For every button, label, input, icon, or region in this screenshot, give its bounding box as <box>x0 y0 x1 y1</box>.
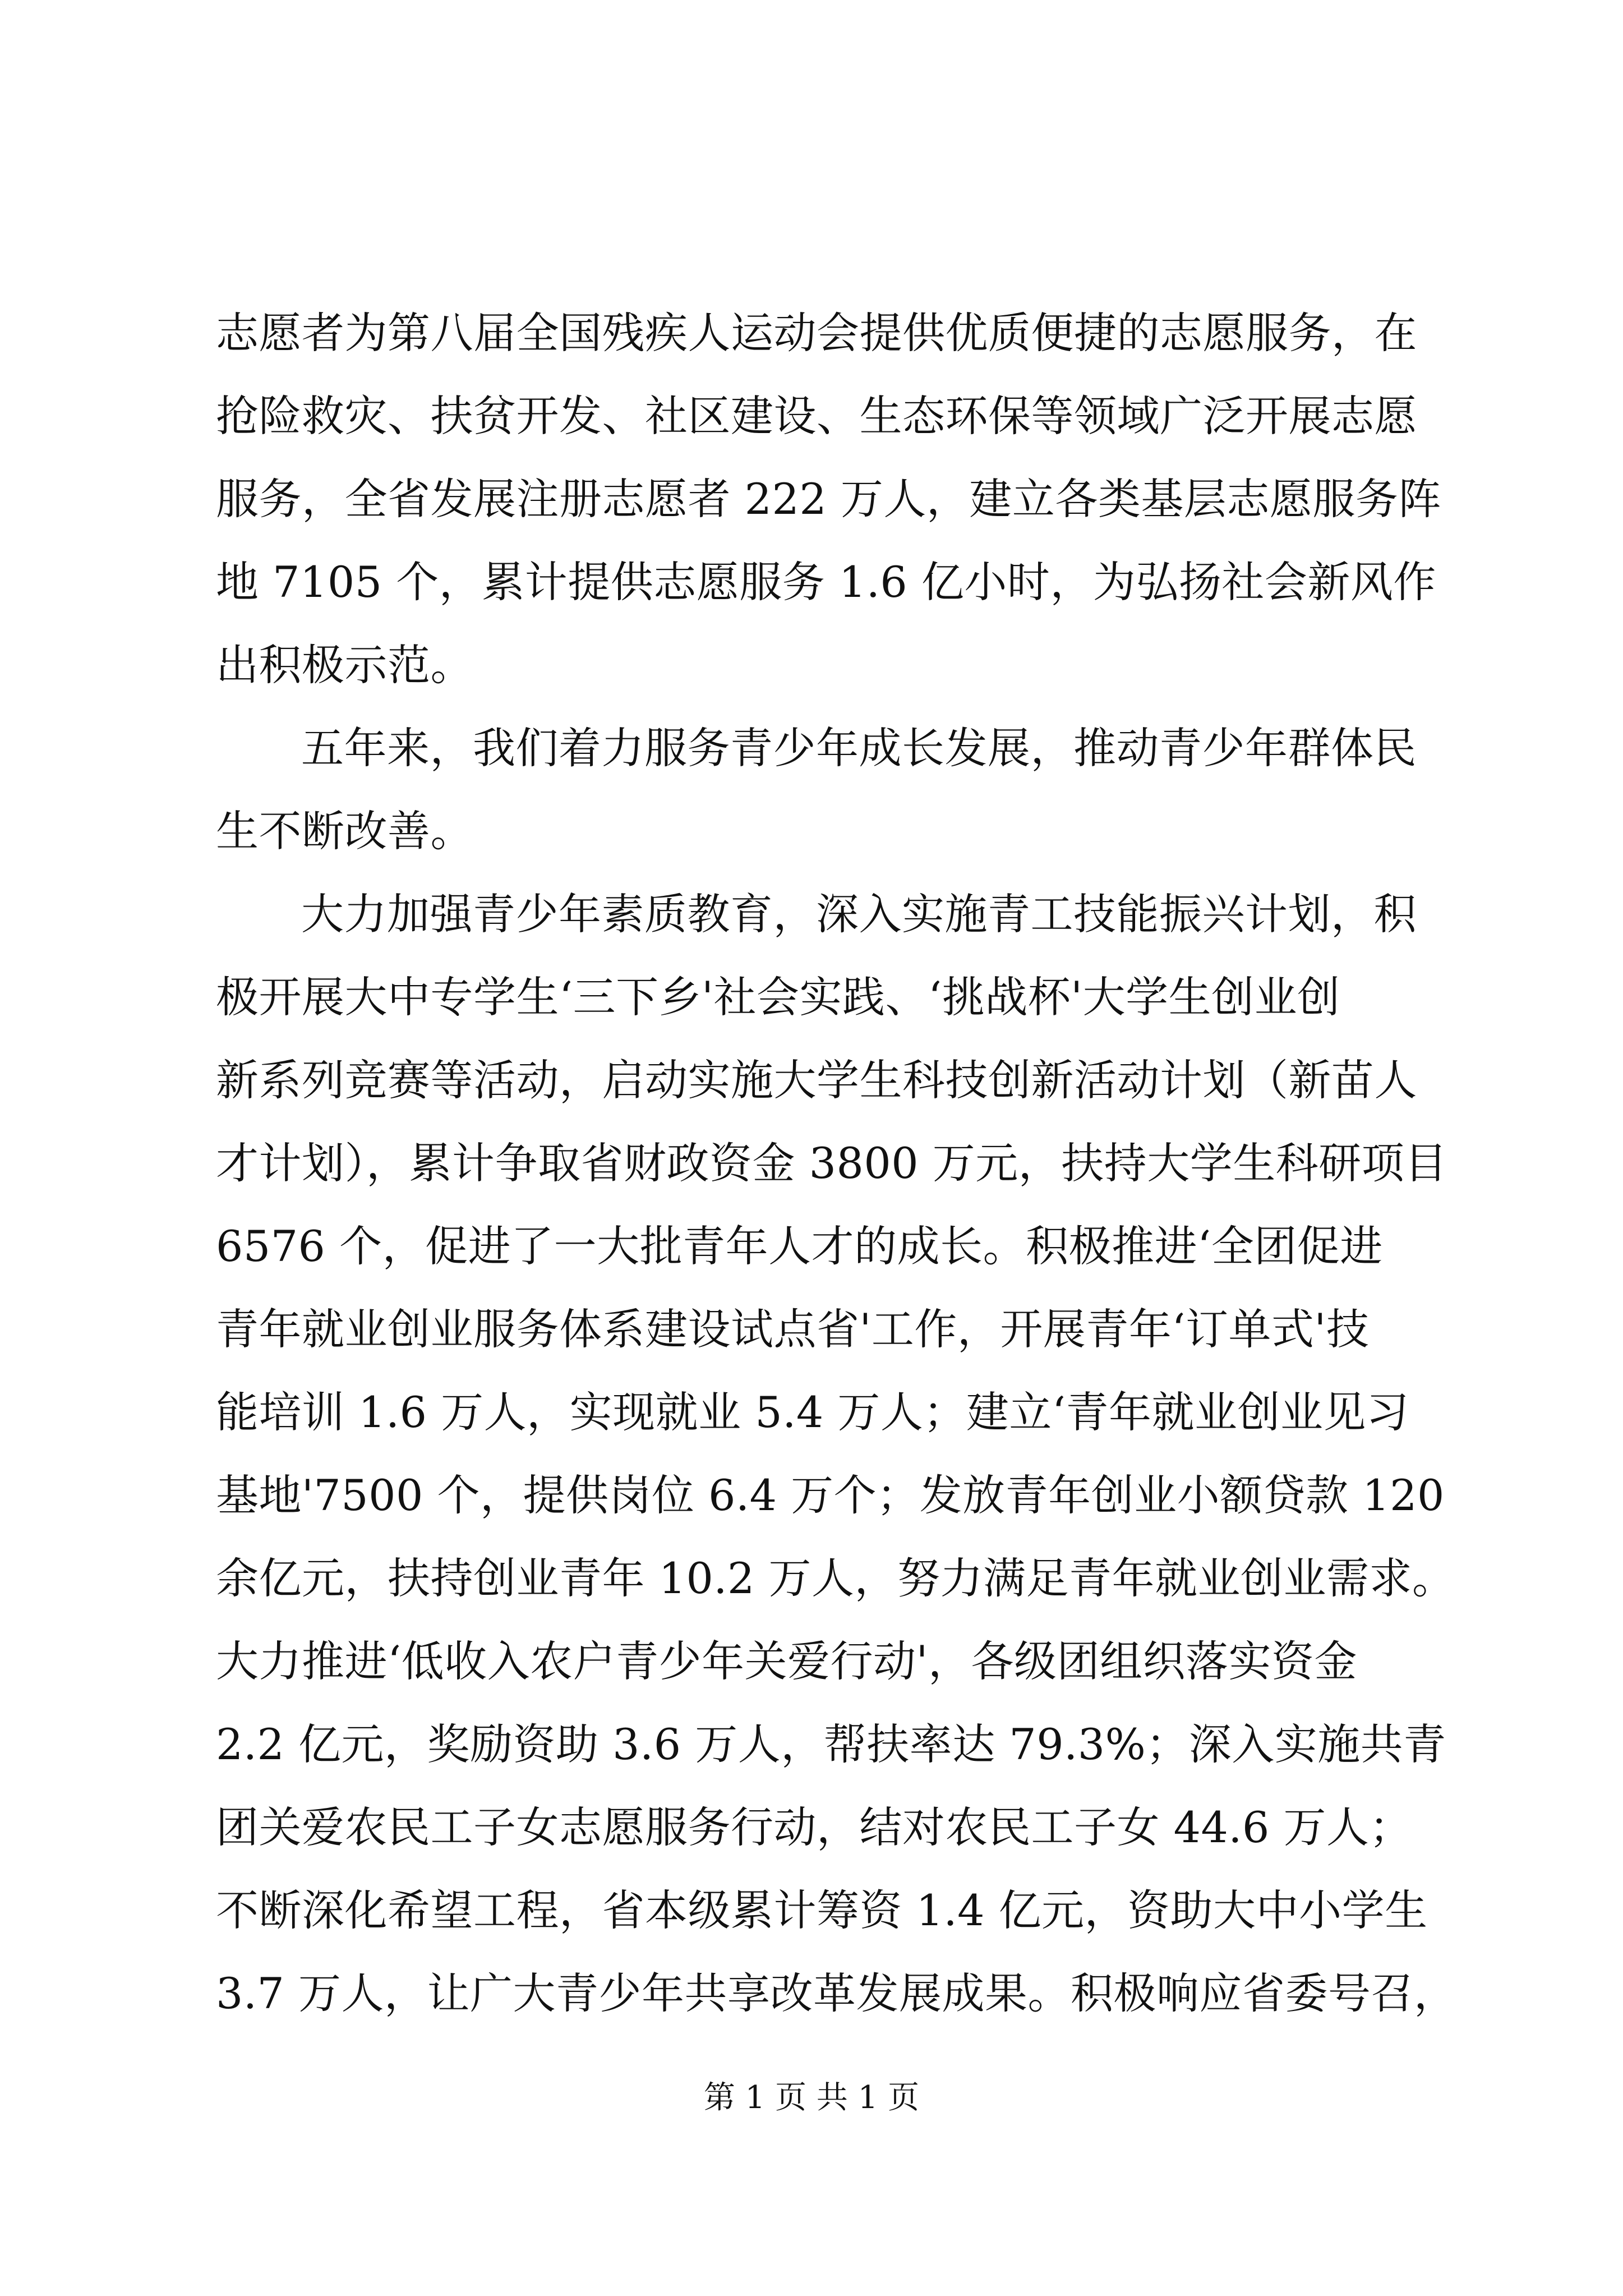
text-line-19: 团关爱农民工子女志愿服务行动，结对农民工子女 44.6 万人； <box>216 1802 1413 1852</box>
body-text <box>216 292 1457 2035</box>
text-line-12: 6576 个，促进了一大批青年人才的成长。积极推进‘全团促进 <box>216 1221 1383 1271</box>
text-line-3: 服务，全省发展注册志愿者 222 万人，建立各类基层志愿服务阵 <box>216 474 1441 524</box>
text-line-9: 极开展大中专学生‘三下乡'社会实践、‘挑战杯'大学生创业创 <box>216 972 1340 1022</box>
text-line-8: 大力加强青少年素质教育，深入实施青工技能振兴计划，积 <box>301 889 1417 939</box>
text-line-16: 余亿元，扶持创业青年 10.2 万人，努力满足青年就业创业需求。 <box>216 1553 1455 1603</box>
text-line-17: 大力推进‘低收入农户青少年关爱行动'，各级团组织落实资金 <box>216 1636 1358 1686</box>
page-footer <box>0 2076 1623 2120</box>
text-line-1: 志愿者为第八届全国残疾人运动会提供优质便捷的志愿服务，在 <box>216 308 1417 358</box>
text-line-4: 地 7105 个，累计提供志愿服务 1.6 亿小时，为弘扬社会新风作 <box>216 557 1436 607</box>
text-line-10: 新系列竞赛等活动，启动实施大学生科技创新活动计划（新苗人 <box>216 1055 1417 1105</box>
text-line-15: 基地'7500 个，提供岗位 6.4 万个；发放青年创业小额贷款 120 <box>216 1470 1445 1520</box>
text-line-5: 出积极示范。 <box>216 640 473 690</box>
text-line-11: 才计划），累计争取省财政资金 3800 万元，扶持大学生科研项目 <box>216 1138 1447 1188</box>
text-line-21: 3.7 万人，让广大青少年共享改革发展成果。积极响应省委号召， <box>216 1968 1457 2018</box>
text-line-18: 2.2 亿元，奖励资助 3.6 万人，帮扶率达 79.3%；深入实施共青 <box>216 1719 1446 1769</box>
text-line-6: 五年来，我们着力服务青少年成长发展，推动青少年群体民 <box>301 723 1417 773</box>
text-line-7: 生不断改善。 <box>216 806 473 856</box>
text-line-2: 抢险救灾、扶贫开发、社区建设、生态环保等领域广泛开展志愿 <box>216 391 1417 441</box>
page-number-label: 第 1 页 共 1 页 <box>703 2079 920 2116</box>
text-line-13: 青年就业创业服务体系建设试点省'工作，开展青年‘订单式'技 <box>216 1304 1370 1354</box>
text-line-20: 不断深化希望工程，省本级累计筹资 1.4 亿元，资助大中小学生 <box>216 1885 1428 1935</box>
text-line-14: 能培训 1.6 万人，实现就业 5.4 万人；建立‘青年就业创业见习 <box>216 1387 1409 1437</box>
